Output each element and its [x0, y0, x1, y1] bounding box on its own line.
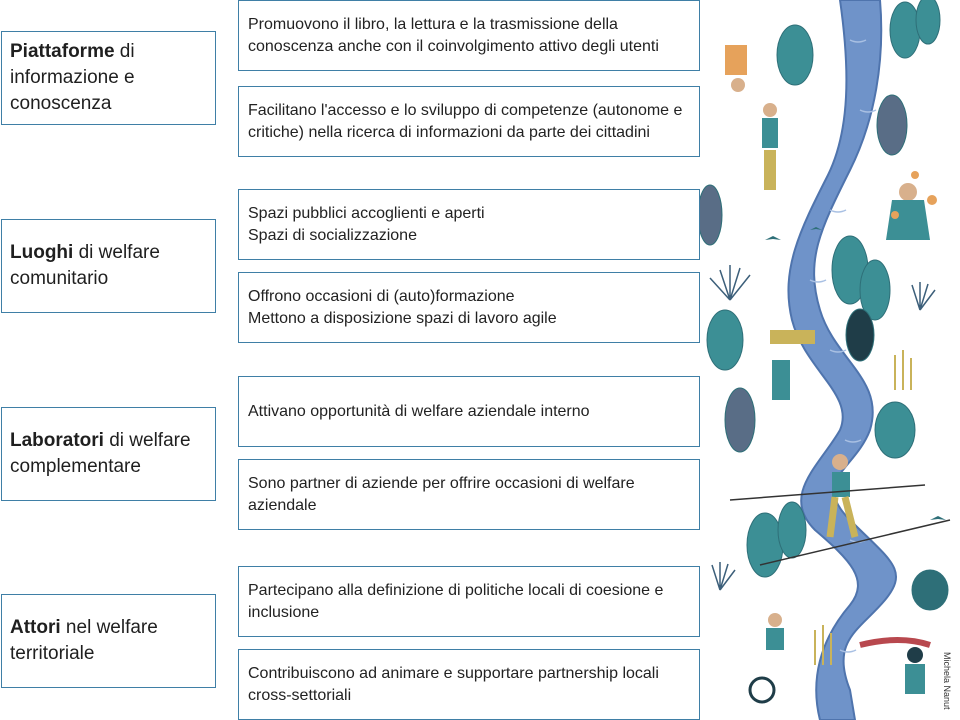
river-illustration: [700, 0, 960, 720]
description-box: Offrono occasioni di (auto)formazione Mettono a disposizione spazi di lavoro agile: [238, 272, 700, 343]
description-box: Partecipano alla definizione di politiche locali di coesione e inclusione: [238, 566, 700, 637]
description-box: Sono partner di aziende per offrire occasioni di welfare aziendale: [238, 459, 700, 530]
description-box: Promuovono il libro, la lettura e la trasmissione della conoscenza anche con il coinvolgimento attivo degli utenti: [238, 0, 700, 71]
category-laboratori: [1, 407, 216, 501]
category-rest: di informazione e conoscenza: [10, 41, 135, 114]
category-label: [10, 615, 207, 667]
category-label: [10, 39, 207, 117]
category-label: [10, 428, 207, 480]
description-box: Contribuiscono ad animare e supportare partnership locali cross-settoriali: [238, 649, 700, 720]
category-luoghi: [1, 219, 216, 313]
category-keyword: Attori: [10, 617, 61, 638]
category-rest: di welfare complementare: [10, 430, 191, 477]
illustration-credit: Michela Nanut: [942, 652, 952, 710]
category-piattaforme: [1, 31, 216, 125]
category-keyword: Laboratori: [10, 430, 104, 451]
description-box: Facilitano l'accesso e lo sviluppo di competenze (autonome e critiche) nella ricerca di informazioni da parte dei cittadini: [238, 86, 700, 157]
category-keyword: Luoghi: [10, 242, 74, 263]
category-label: [10, 240, 207, 292]
description-box: Attivano opportunità di welfare aziendale interno: [238, 376, 700, 447]
category-rest: di welfare comunitario: [10, 242, 160, 289]
description-box: Spazi pubblici accoglienti e aperti Spazi di socializzazione: [238, 189, 700, 260]
category-keyword: Piattaforme: [10, 41, 115, 62]
category-attori: [1, 594, 216, 688]
category-rest: nel welfare territoriale: [10, 617, 158, 664]
